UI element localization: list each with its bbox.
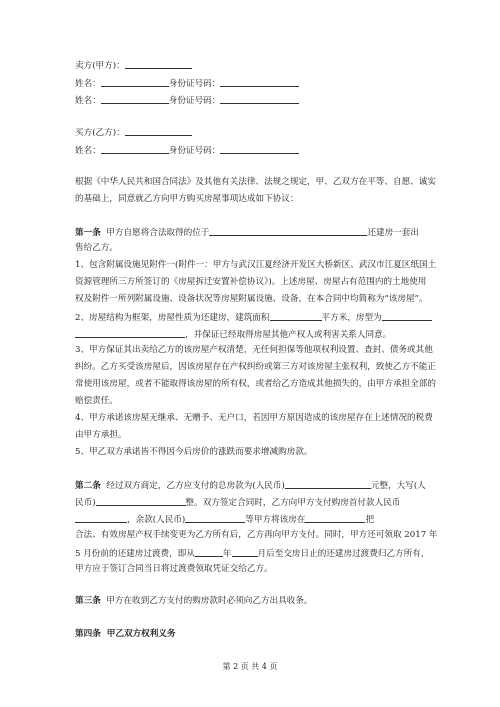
article-2-line-6: 甲方应于签订合同当日将过渡费领取凭证交给乙方。	[75, 564, 273, 574]
name-label: 姓名：	[75, 79, 101, 89]
article-1-line-2: 售给乙方。	[75, 243, 118, 253]
text-span: 2、房屋结构为框架，房屋性质为还建房，建筑面积	[75, 313, 270, 323]
month-blank	[232, 548, 258, 557]
intro-line-2: 的基础上，同意就乙方向甲方购买房屋事项达成如下协议：	[75, 194, 299, 204]
seller-name-line	[75, 78, 299, 89]
id-blank	[220, 95, 299, 104]
text-span: 平方米，房型为	[321, 313, 382, 323]
article-2-heading: 第二条	[75, 481, 101, 491]
buyer-label: 买方(乙方)：	[75, 128, 125, 138]
room-type-blank	[382, 312, 432, 321]
article-4	[75, 630, 176, 639]
text-span: 月后至交房日止的还建房过渡费归乙方所有，	[257, 549, 430, 559]
article-1-item-3-line-1: 3、甲方保证其出卖给乙方的该房屋产权清楚，无任何担保等他项权利设置、查封、债务或其他	[75, 345, 433, 355]
article-1-item-1-line-3: 权及附件一所列附属设施、设备状况等房屋附属设施、设备，在本合同中均简称为“该房屋”。	[75, 294, 428, 304]
name-label: 姓名：	[75, 96, 101, 106]
seller-line	[75, 60, 192, 71]
room-type-blank-2	[75, 329, 185, 338]
article-1-item-2-line-1	[75, 312, 432, 323]
text-span: 元整，大写(人	[370, 481, 426, 491]
article-1-item-1-line-2: 资源管理所三方所签订的《房屋拆迁安置补偿协议》)。上述房屋、房屋占有范围内的土地使用	[75, 277, 427, 287]
article-2-line-5	[75, 548, 429, 559]
article-1-heading: 第一条	[75, 228, 101, 238]
text-span: 5 月份前的还建房过渡费，即从	[75, 549, 195, 559]
text-span: 整。双方签定合同时，乙方向甲方支付购房首付款人民币	[185, 498, 401, 508]
article-1-item-3-line-3: 常使用该房屋，或者不能取得该房屋的所有权，或者给乙方造成其他损失的，由甲方承担全部的	[75, 379, 436, 389]
id-label: 身份证号码：	[168, 146, 221, 156]
article-1-line-1	[75, 227, 419, 238]
text-span: 经过双方商定，乙方应支付的总房款为(人民币)	[106, 481, 285, 491]
text-span: ，并保证已经取得房屋其他产权人或利害关系人同意。	[185, 330, 392, 340]
buyer-name-line	[75, 145, 299, 156]
id-blank	[220, 78, 299, 87]
area-blank	[270, 312, 322, 321]
down-payment-blank	[75, 514, 127, 523]
article-1-item-3-line-2: 纠纷。乙方买受该房屋后，因该房屋存在产权纠纷或第三方对该房屋主张权利，致使乙方不能正	[75, 362, 436, 372]
intro-line-1: 根据《中华人民共和国合同法》及其他有关法律、法规之规定，甲、乙双方在平等、自愿、诚实	[75, 177, 436, 187]
text-span: 等甲方将该房在	[245, 515, 306, 525]
article-1-item-1-line-1: 1、包含附属设施见附件一(附件一：甲方与武汉江夏经济开发区大桥新区、武汉市江夏区纸国土	[75, 260, 437, 270]
total-price-blank	[285, 480, 371, 489]
text-span: 还建房一套出	[367, 228, 419, 238]
name-blank	[101, 78, 169, 87]
article-1-item-4-line-2: 由甲方承担。	[75, 430, 127, 440]
article-2-line-4: 合法、有效房屋产权手续变更为乙方所有后，乙方再向甲方支付。同时，甲方还可领取 2017 年	[75, 530, 438, 540]
article-2-line-3	[75, 514, 374, 525]
text-span: ，余款(人民币)	[127, 515, 186, 525]
article-2-line-2	[75, 497, 400, 508]
seller-blank	[125, 60, 192, 69]
article-3-heading: 第三条	[75, 596, 101, 606]
id-label: 身份证号码：	[168, 79, 221, 89]
article-1-item-2-line-2	[75, 329, 391, 340]
article-2-line-1	[75, 480, 426, 491]
article-3	[75, 597, 313, 606]
text-span: 把	[365, 515, 375, 525]
text-span: 甲方在收到乙方支付的购房款时必须向乙方出具收条。	[106, 596, 313, 606]
article-1-item-3-line-4: 赔偿责任。	[75, 396, 118, 406]
seller-label: 卖方(甲方)：	[75, 61, 125, 71]
date-blank	[305, 514, 365, 523]
page-number: 第 2 页 共 4 页	[222, 662, 278, 671]
text-span: 年	[222, 549, 232, 559]
buyer-line	[75, 127, 192, 138]
id-label: 身份证号码：	[168, 96, 221, 106]
balance-blank	[185, 514, 245, 523]
article-4-title: 甲乙双方权利义务	[106, 629, 176, 639]
name-blank	[101, 145, 169, 154]
article-1-item-5: 5、甲乙双方承诺皆不得因今后房价的涨跌而要求增减购房款。	[75, 447, 313, 457]
name-blank	[101, 95, 169, 104]
text-span: 甲方自愿将合法取得的位于	[106, 228, 210, 238]
article-1-item-4-line-1: 4、甲方承诺该房屋无继承、无赠予、无户口，若因甲方原因造成的该房屋存在上述情况的税费	[75, 413, 433, 423]
article-4-heading: 第四条	[75, 629, 101, 639]
text-span: 民币)	[75, 498, 96, 508]
location-blank	[209, 227, 367, 236]
year-blank	[195, 548, 223, 557]
id-blank	[220, 145, 299, 154]
name-label: 姓名：	[75, 146, 101, 156]
price-words-blank	[96, 497, 186, 506]
seller-name-line-2	[75, 95, 299, 106]
buyer-blank	[125, 127, 192, 136]
